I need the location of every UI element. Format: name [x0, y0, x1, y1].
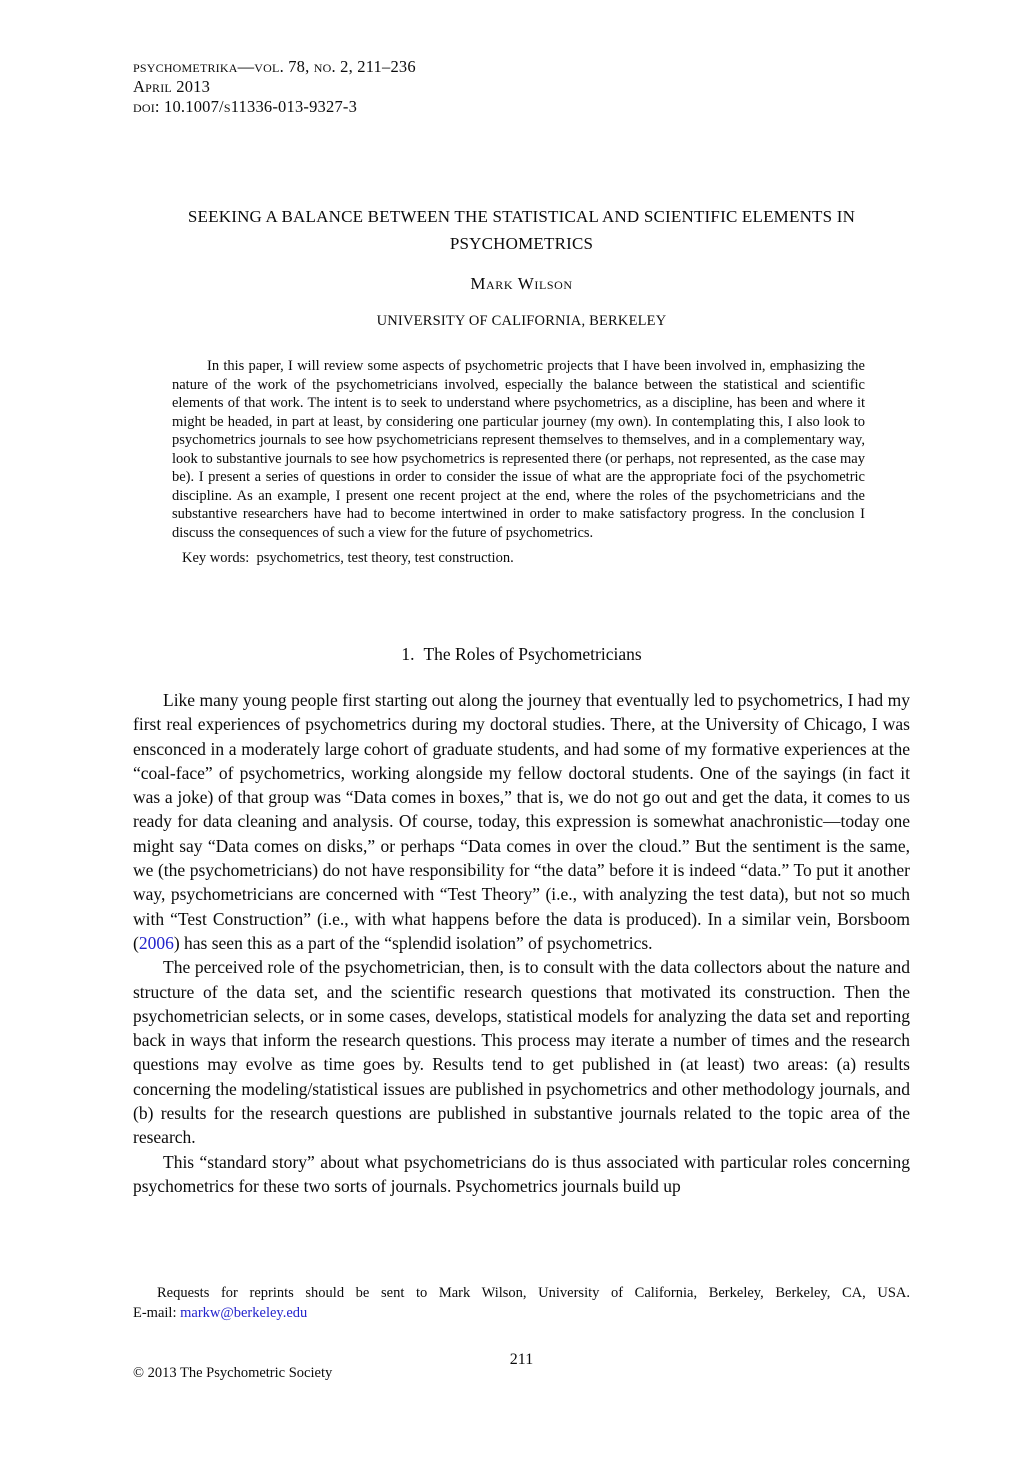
paragraph-3: This “standard story” about what psychometricians do is thus associated with particular roles concerning psychometrics for these two sorts of journals. Psychometrics journals build up — [133, 1151, 910, 1196]
journal-volume-line: psychometrika—vol. 78, no. 2, 211–236 — [133, 57, 416, 76]
body-text — [133, 688, 910, 1198]
paragraph-1-text: Like many young people first starting out along the journey that eventually led to psychometrics, I had my first real experiences of psychometrics during my doctoral studies. There, at the University of Chicago, I was ensconced in a moderately large cohort of graduate students, and had some of my formative experiences at the “coal-face” of psychometrics, working alongside my fellow doctoral students. One of the sayings (in fact it was a joke) of that group was “Data comes in boxes,” that is, we do not go out and get the data, it comes to us ready for data cleaning and analysis. Of course, today, this expression is somewhat anachronistic—today one might say “Data comes on disks,” or perhaps “Data comes in over the cloud.” But the sentiment is the same, we (the psychometricians) do not have responsibility for “the data” before it is indeed “data.” To put it another way, psychometricians are concerned with “Test Theory” (i.e., with analyzing the test data), but not so much with “Test Construction” (i.e., with what happens before the data is produced). In a similar vein, Borsboom ( — [133, 690, 910, 953]
keywords-line — [182, 549, 865, 568]
section-number: 1. — [401, 644, 415, 664]
citation-link-borsboom-2006[interactable]: 2006 — [138, 932, 174, 953]
paragraph-2: The perceived role of the psychometrician, then, is to consult with the data collectors about the nature and structure of the data set, and the scientific research questions that motivated its construction. Then the psychometrician selects, or in some cases, develops, statistical models for analyzing the data set and reporting back in ways that inform the research questions. This process may iterate a number of times and the research questions may evolve as time goes by. Results tend to get published in (at least) two areas: (a) results concerning the modeling/statistical issues are published in psychometrics and other methodology journals, and (b) results for the research questions are published in substantive journals related to the topic area of the research. — [133, 957, 910, 1148]
section-heading — [133, 644, 910, 665]
paragraph-1-text-after: ) has seen this as a part of the “splendid isolation” of psychometrics. — [173, 932, 653, 953]
copyright-notice: © 2013 The Psychometric Society — [133, 1365, 333, 1381]
email-label: E-mail: — [133, 1305, 177, 1321]
article-title: SEEKING A BALANCE BETWEEN THE STATISTICAL AND SCIENTIFIC ELEMENTS IN PSYCHOMETRICS — [187, 207, 856, 253]
abstract-text: In this paper, I will review some aspects of psychometric projects that I have been involved in, emphasizing the nature of the work of the psychometricians involved, especially the balance between the statistical and scientific elements of that work. The intent is to seek to understand where psychometrics, as a discipline, has been and where it might be headed, in part at least, by considering one particular journey (my own). In contemplating this, I also look to psychometrics journals to see how psychometricians represent themselves to themselves, and in a complementary way, look to substantive journals to see how psychometrics is represented there (or perhaps, not represented, as the case may be). I present a series of questions in order to consider the issue of what are the appropriate foci of the psychometric discipline. As an example, I present one recent project at the end, where the roles of the psychometricians and the substantive researchers have had to become intertwined in order to make satisfactory progress. In the conclusion I discuss the consequences of such a view for the future of psychometrics. — [172, 358, 865, 541]
email-line — [133, 1303, 910, 1323]
section-title: The Roles of Psychometricians — [423, 644, 642, 664]
author-affiliation: UNIVERSITY OF CALIFORNIA, BERKELEY — [376, 313, 667, 329]
reprints-footnote — [133, 1283, 910, 1323]
issue-date-line: April 2013 — [133, 77, 211, 96]
page-number: 211 — [509, 1351, 534, 1368]
doi-line: doi: 10.1007/s11336-013-9327-3 — [133, 97, 358, 116]
reprints-footnote-text: Requests for reprints should be sent to Mark Wilson, University of California, Berkeley, Berkeley, CA, USA. — [157, 1285, 910, 1301]
journal-header — [133, 57, 416, 117]
keywords-text: psychometrics, test theory, test construction. — [256, 549, 514, 566]
keywords-label: Key words: — [182, 549, 250, 566]
email-link[interactable]: markw@berkeley.edu — [180, 1305, 308, 1321]
author-name: Mark Wilson — [470, 274, 573, 293]
abstract-section — [172, 357, 865, 567]
paragraph-1 — [133, 688, 910, 955]
